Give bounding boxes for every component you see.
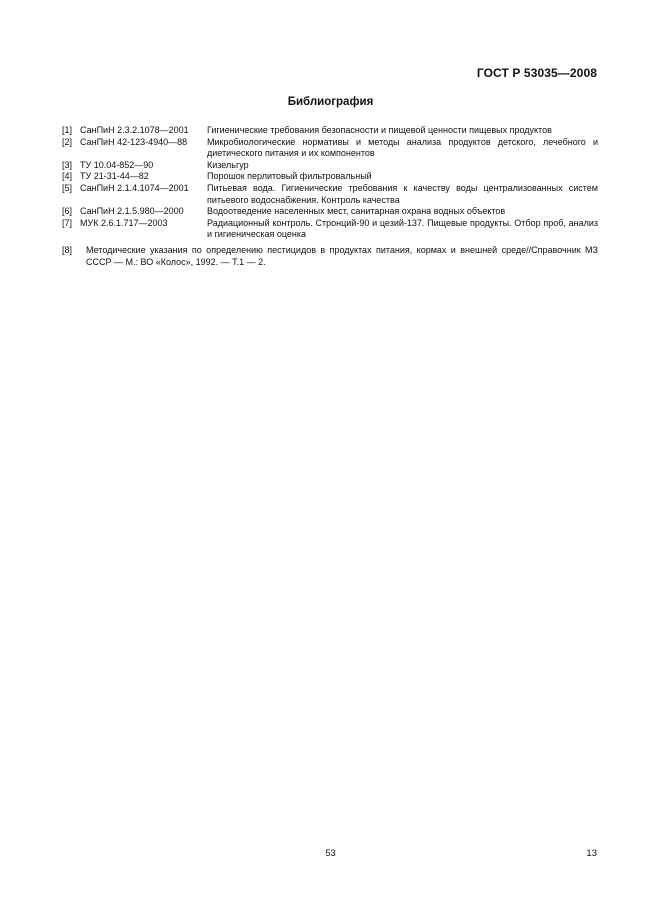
bibliography-item-number: [1] — [62, 125, 73, 135]
bibliography-item-document: СанПиН 2.1.4.1074—2001 — [80, 182, 189, 193]
bibliography-item-number: [5] — [62, 182, 73, 193]
bibliography-item-number: [8] — [62, 244, 73, 255]
bibliography-item — [62, 245, 598, 268]
bibliography-item-title: Питьевая вода. Гигиенические требования к качеству воды централизованных систем питьевого водоснабжения. Контроль качества — [207, 182, 598, 205]
bibliography-item-document: СанПиН 2.1.5.980—2000 — [80, 206, 184, 217]
bibliography-item — [62, 171, 598, 183]
section-title: Библиография — [287, 96, 374, 108]
bibliography-item — [62, 206, 598, 218]
bibliography-item-title: Микробиологические нормативы и методы анализа продуктов детского, лечебного и диетического питания и их компонентов — [207, 136, 598, 159]
standard-number: ГОСТ Р 53035—2008 — [476, 66, 597, 80]
bibliography-item-title: Водоотведение населенных мест, санитарная охрана водных объектов — [207, 206, 506, 217]
bibliography-item-document: МУК 2.6.1.717—2003 — [80, 217, 168, 228]
bibliography-item-number: [3] — [62, 159, 73, 170]
bibliography-item — [62, 125, 598, 137]
bibliography-item-document: СанПиН 42-123-4940—88 — [80, 136, 188, 147]
bibliography-item-document: ТУ 10.04-852—90 — [80, 159, 154, 170]
bibliography-item — [62, 183, 598, 206]
bibliography-item-title: Порошок перлитовый фильтровальный — [207, 171, 372, 182]
bibliography-item-number: [4] — [62, 171, 73, 182]
bibliography-item-number: [6] — [62, 206, 73, 217]
bibliography-item-document: ТУ 21-31-44—82 — [80, 171, 149, 182]
bibliography-item-title: Кизельгур — [207, 159, 249, 170]
bibliography-item — [62, 218, 598, 241]
bibliography-item-title: Радиационный контроль. Стронций-90 и цезий-137. Пищевые продукты. Отбор проб, анализ и гигиеническая оценка — [207, 217, 598, 240]
bibliography-item — [62, 137, 598, 160]
bibliography-item-title: Методические указания по определению пестицидов в продуктах питания, кормах и внешней среде//Справочник МЗ СССР — М.: ВО «Колос», 1992. — Т.1 — 2. — [86, 244, 598, 267]
bibliography-item-number: [2] — [62, 136, 73, 147]
page-number-right: 13 — [586, 848, 597, 859]
bibliography-item-title: Гигиенические требования безопасности и пищевой ценности пищевых продуктов — [207, 125, 552, 135]
page-number-center: 53 — [325, 848, 336, 859]
bibliography-item-document: СанПиН 2.3.2.1078—2001 — [80, 125, 189, 135]
bibliography-item — [62, 160, 598, 172]
bibliography-item-number: [7] — [62, 217, 73, 228]
bibliography-list — [62, 125, 598, 268]
